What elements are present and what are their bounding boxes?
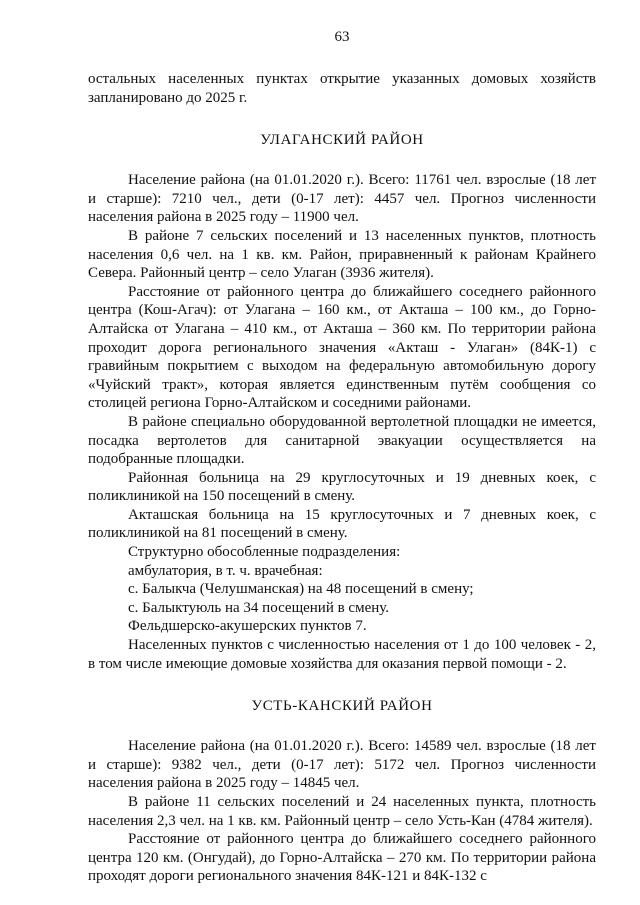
paragraph: Население района (на 01.01.2020 г.). Всего: 11761 чел. взрослые (18 лет и старше): 7210 чел., дети (0-17 лет): 4457 чел. Прогноз численности населения района в 2025 году – 11900 чел.: [88, 172, 596, 226]
paragraph: В районе 11 сельских поселений и 24 населенных пункта, плотность населения 2,3 чел. на 1 кв. км. Районный центр – село Усть-Кан (4784 жителя).: [88, 794, 596, 829]
list-heading: Структурно обособленные подразделения:: [128, 544, 401, 561]
list-item: с. Балыкча (Челушманская) на 48 посещений в смену;: [128, 581, 474, 598]
paragraph: Акташская больница на 15 круглосуточных и 7 дневных коек, с поликлиникой на 81 посещений в смену.: [88, 506, 596, 542]
section-title-ulagan: УЛАГАНСКИЙ РАЙОН: [260, 132, 424, 149]
paragraph: В районе 7 сельских поселений и 13 населенных пунктов, плотность населения 0,6 чел. на 1 кв. км. Район, приравненный к районам Крайнего Севера. Районный центр – село Улаган (3936 жителя).: [88, 227, 596, 282]
page-number: 63: [334, 29, 350, 45]
list-item: с. Балыктуюль на 34 посещений в смену.: [128, 599, 390, 616]
section-title-ust-kan: УСТЬ-КАНСКИЙ РАЙОН: [251, 698, 433, 715]
list-item: амбулатория, в т. ч. врачебная:: [128, 562, 323, 579]
paragraph: В районе специально оборудованной вертолетной площадки не имеется, посадка вертолетов для санитарной эвакуации осуществляется на подобранные площадки.: [88, 413, 596, 468]
list-item: Фельдшерско-акушерских пунктов 7.: [128, 618, 367, 635]
paragraph: Расстояние от районного центра до ближайшего соседнего районного центра (Кош-Агач): от Улагана – 160 км., от Акташа – 100 км., до Горно-Алтайска от Улагана – 410 км., от Акташа – 360 км. По территории района проходит дорога регионального значения «Акташ - Улаган» (84К-1) с гравийным покрытием с выходом на федеральную автомобильную дорогу «Чуйский тракт», которая является единственным путём сообщения со столицей региона Горно-Алтайском и соседними районами.: [88, 283, 596, 412]
paragraph: Населенных пунктов с численностью населения от 1 до 100 человек - 2, в том числе имеющие домовые хозяйства для оказания первой помощи - 2.: [88, 637, 596, 672]
paragraph: Районная больница на 29 круглосуточных и 19 дневных коек, с поликлиникой на 150 посещений в смену.: [88, 469, 596, 505]
paragraph: Расстояние от районного центра до ближайшего соседнего районного центра 120 км. (Онгудай), до Горно-Алтайска – 270 км. По территории района проходят дороги регионального значения 84К-121 и 84К-132 с: [88, 831, 596, 885]
intro-paragraph: остальных населенных пунктах открытие указанных домовых хозяйств запланировано до 2025 г.: [88, 71, 596, 106]
paragraph: Население района (на 01.01.2020 г.). Всего: 14589 чел. взрослые (18 лет и старше): 9382 чел., дети (0-17 лет): 5172 чел. Прогноз численности населения района в 2025 году – 14845 чел.: [88, 738, 596, 792]
page-content: [88, 70, 596, 886]
